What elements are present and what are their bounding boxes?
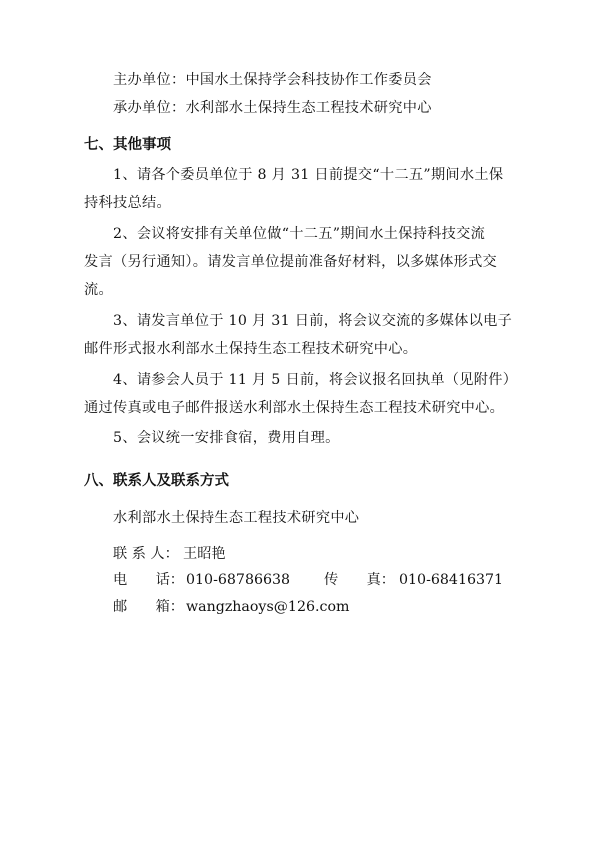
item-4-line-1: 4、请参会人员于 11 月 5 日前，将会议报名回执单（见附件） [113,372,518,388]
contact-organization: 水利部水土保持生态工程技术研究中心 [113,510,360,526]
host-organizer-line: 主办单位：中国水土保持学会科技协作工作委员会 [113,72,432,88]
item-2-line-1: 2、会议将安排有关单位做“十二五”期间水土保持科技交流 [113,226,486,242]
item-1-line-1: 1、请各个委员单位于 8 月 31 日前提交“十二五”期间水土保 [113,167,504,183]
item-4-line-2: 通过传真或电子邮件报送水利部水土保持生态工程技术研究中心。 [84,400,505,416]
fax-value: 010-68416371 [399,572,504,588]
email-label: 邮 箱： [113,599,184,615]
section-8-heading: 八、联系人及联系方式 [84,473,229,489]
phone-value: 010-68786638 [186,572,291,588]
item-2-line-3: 流。 [84,282,113,298]
item-3-line-1: 3、请发言单位于 10 月 31 日前，将会议交流的多媒体以电子 [113,313,513,329]
item-3-line-2: 邮件形式报水利部水土保持生态工程技术研究中心。 [84,341,418,357]
item-1-line-2: 持科技总结。 [84,195,171,211]
contact-person-value: 王昭艳 [183,546,226,562]
section-7-heading: 七、其他事项 [84,137,171,153]
email-value[interactable]: wangzhaoys@126.com [186,599,350,615]
item-2-line-2: 发言（另行通知）。请发言单位提前准备好材料，以多媒体形式交 [84,254,498,270]
undertaker-organizer-line: 承办单位：水利部水土保持生态工程技术研究中心 [113,100,432,116]
phone-label: 电 话： [113,572,184,588]
item-5-line-1: 5、会议统一安排食宿，费用自理。 [113,430,340,446]
fax-label: 传 真： [324,572,395,588]
contact-person-label: 联 系 人： [113,546,179,562]
